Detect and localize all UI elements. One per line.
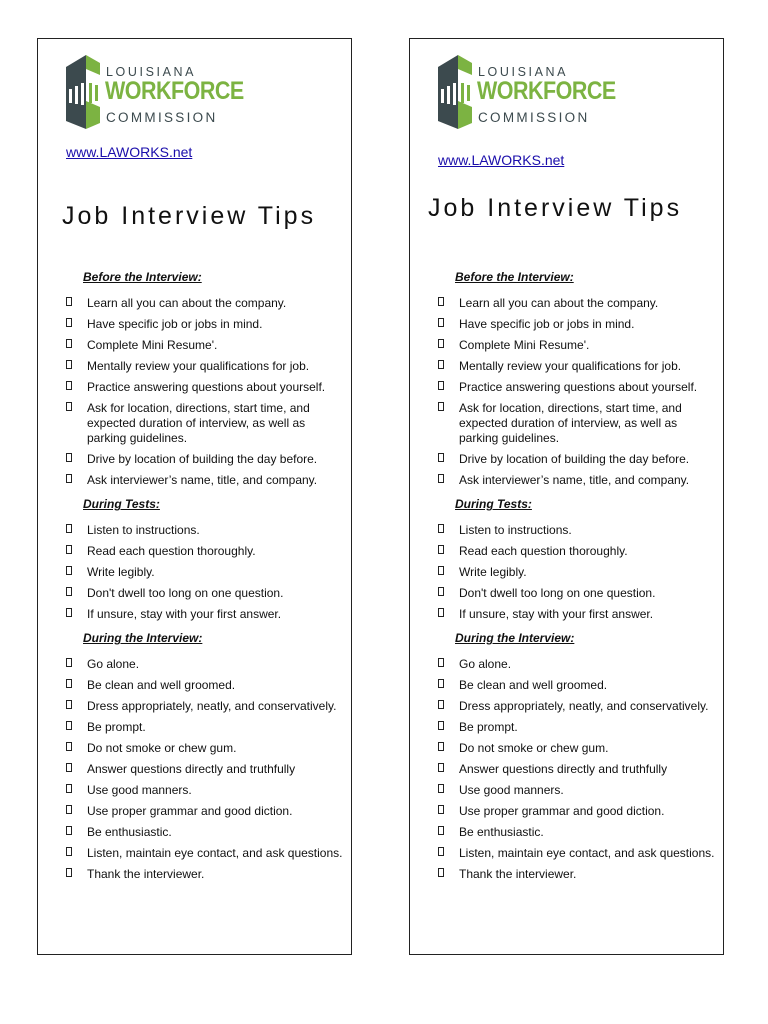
logo-workforce: WORKFORCE	[105, 77, 244, 105]
checklist-item: Be clean and well groomed.	[438, 678, 728, 693]
checklist-before	[438, 296, 728, 494]
checklist-item: Dress appropriately, neatly, and conservatively.	[66, 699, 356, 714]
website-link[interactable]: www.LAWORKS.net	[438, 152, 565, 168]
checkbox[interactable]	[438, 826, 444, 835]
checkbox[interactable]	[438, 784, 444, 793]
checklist-item: Go alone.	[438, 657, 728, 672]
checkbox[interactable]	[438, 847, 444, 856]
checklist-item: Ask interviewer’s name, title, and company.	[66, 473, 356, 488]
checkbox[interactable]	[66, 868, 72, 877]
checkbox[interactable]	[66, 587, 72, 596]
checklist-item: Complete Mini Resume'.	[438, 338, 728, 353]
checklist-item: Answer questions directly and truthfully	[66, 762, 356, 777]
checkbox[interactable]	[438, 381, 444, 390]
checklist-item: Learn all you can about the company.	[66, 296, 356, 311]
checklist-item: Answer questions directly and truthfully	[438, 762, 728, 777]
checklist-item: Write legibly.	[438, 565, 728, 580]
checkbox[interactable]	[66, 700, 72, 709]
lwc-logo	[434, 53, 616, 129]
section-heading-before: Before the Interview:	[455, 270, 574, 284]
checklist-item: If unsure, stay with your first answer.	[66, 607, 356, 622]
checklist-item: Be prompt.	[66, 720, 356, 735]
logo-louisiana: LOUISIANA	[478, 65, 569, 79]
checkbox[interactable]	[438, 402, 444, 411]
checkbox[interactable]	[438, 524, 444, 533]
checkbox[interactable]	[66, 847, 72, 856]
website-link[interactable]: www.LAWORKS.net	[66, 144, 193, 160]
section-heading-interview: During the Interview:	[83, 631, 203, 645]
checklist-tests	[66, 523, 356, 628]
checkbox[interactable]	[66, 402, 72, 411]
page-title: Job Interview Tips	[62, 202, 317, 230]
checkbox[interactable]	[66, 566, 72, 575]
checklist-item: Practice answering questions about yourself.	[66, 380, 356, 395]
checklist-item: Listen, maintain eye contact, and ask questions.	[66, 846, 356, 861]
checklist-item: Do not smoke or chew gum.	[438, 741, 728, 756]
logo-commission: COMMISSION	[478, 110, 590, 125]
checklist-item: Drive by location of building the day before.	[438, 452, 728, 467]
checklist-item: Read each question thoroughly.	[66, 544, 356, 559]
checkbox[interactable]	[66, 721, 72, 730]
logo-commission: COMMISSION	[106, 110, 218, 125]
checklist-item: Thank the interviewer.	[438, 867, 728, 882]
checkbox[interactable]	[66, 545, 72, 554]
checkbox[interactable]	[438, 587, 444, 596]
checkbox[interactable]	[438, 566, 444, 575]
checkbox[interactable]	[66, 474, 72, 483]
logo-louisiana: LOUISIANA	[106, 65, 197, 79]
checkbox[interactable]	[66, 658, 72, 667]
checkbox[interactable]	[438, 297, 444, 306]
checkbox[interactable]	[66, 763, 72, 772]
checklist-item: Drive by location of building the day before.	[66, 452, 356, 467]
checklist-item: Have specific job or jobs in mind.	[66, 317, 356, 332]
tip-card-left	[37, 38, 352, 955]
section-heading-interview: During the Interview:	[455, 631, 575, 645]
checkbox[interactable]	[66, 742, 72, 751]
lwc-building-logo-icon	[62, 53, 102, 129]
checkbox[interactable]	[66, 381, 72, 390]
checkbox[interactable]	[438, 742, 444, 751]
checklist-item: Learn all you can about the company.	[438, 296, 728, 311]
checklist-item: Thank the interviewer.	[66, 867, 356, 882]
checkbox[interactable]	[66, 784, 72, 793]
checklist-item: Listen to instructions.	[66, 523, 356, 538]
checkbox[interactable]	[438, 763, 444, 772]
checklist-item: Be prompt.	[438, 720, 728, 735]
checkbox[interactable]	[66, 360, 72, 369]
checklist-interview	[438, 657, 728, 888]
checkbox[interactable]	[438, 658, 444, 667]
tip-card-right	[409, 38, 724, 955]
checkbox[interactable]	[66, 524, 72, 533]
checkbox[interactable]	[438, 608, 444, 617]
checkbox[interactable]	[66, 608, 72, 617]
checkbox[interactable]	[66, 339, 72, 348]
checklist-item: Complete Mini Resume'.	[66, 338, 356, 353]
checklist-interview	[66, 657, 356, 888]
checklist-item: Write legibly.	[66, 565, 356, 580]
checkbox[interactable]	[66, 805, 72, 814]
checklist-item: Ask for location, directions, start time, and expected duration of interview, as well as parking guidelines.	[438, 401, 704, 446]
checkbox[interactable]	[438, 474, 444, 483]
checkbox[interactable]	[438, 805, 444, 814]
checkbox[interactable]	[66, 318, 72, 327]
checklist-item: Use good manners.	[66, 783, 356, 798]
checkbox[interactable]	[438, 360, 444, 369]
checklist-item: If unsure, stay with your first answer.	[438, 607, 728, 622]
checklist-tests	[438, 523, 728, 628]
checklist-item: Use proper grammar and good diction.	[438, 804, 728, 819]
page-title: Job Interview Tips	[428, 194, 683, 222]
checklist-item: Mentally review your qualifications for job.	[66, 359, 356, 374]
checklist-item: Have specific job or jobs in mind.	[438, 317, 728, 332]
checkbox[interactable]	[66, 679, 72, 688]
checklist-item: Ask for location, directions, start time, and expected duration of interview, as well as parking guidelines.	[66, 401, 332, 446]
checkbox[interactable]	[66, 826, 72, 835]
checkbox[interactable]	[438, 453, 444, 462]
checkbox[interactable]	[438, 339, 444, 348]
checklist-item: Be clean and well groomed.	[66, 678, 356, 693]
checkbox[interactable]	[438, 868, 444, 877]
lwc-building-logo-icon	[434, 53, 474, 129]
checkbox[interactable]	[438, 700, 444, 709]
lwc-logo	[62, 53, 244, 129]
checkbox[interactable]	[438, 721, 444, 730]
checklist-item: Don't dwell too long on one question.	[438, 586, 728, 601]
checklist-item: Dress appropriately, neatly, and conservatively.	[438, 699, 728, 714]
checkbox[interactable]	[438, 679, 444, 688]
section-heading-tests: During Tests:	[455, 497, 532, 511]
checklist-item: Do not smoke or chew gum.	[66, 741, 356, 756]
checkbox[interactable]	[438, 318, 444, 327]
checklist-item: Ask interviewer’s name, title, and company.	[438, 473, 728, 488]
checklist-before	[66, 296, 356, 494]
checklist-item: Don't dwell too long on one question.	[66, 586, 356, 601]
checklist-item: Mentally review your qualifications for job.	[438, 359, 728, 374]
checklist-item: Be enthusiastic.	[66, 825, 356, 840]
checklist-item: Be enthusiastic.	[438, 825, 728, 840]
checklist-item: Listen to instructions.	[438, 523, 728, 538]
checklist-item: Practice answering questions about yourself.	[438, 380, 728, 395]
checklist-item: Use proper grammar and good diction.	[66, 804, 356, 819]
checkbox[interactable]	[66, 297, 72, 306]
section-heading-before: Before the Interview:	[83, 270, 202, 284]
checklist-item: Read each question thoroughly.	[438, 544, 728, 559]
logo-workforce: WORKFORCE	[477, 77, 616, 105]
checkbox[interactable]	[438, 545, 444, 554]
checkbox[interactable]	[66, 453, 72, 462]
section-heading-tests: During Tests:	[83, 497, 160, 511]
checklist-item: Go alone.	[66, 657, 356, 672]
checklist-item: Listen, maintain eye contact, and ask questions.	[438, 846, 728, 861]
checklist-item: Use good manners.	[438, 783, 728, 798]
